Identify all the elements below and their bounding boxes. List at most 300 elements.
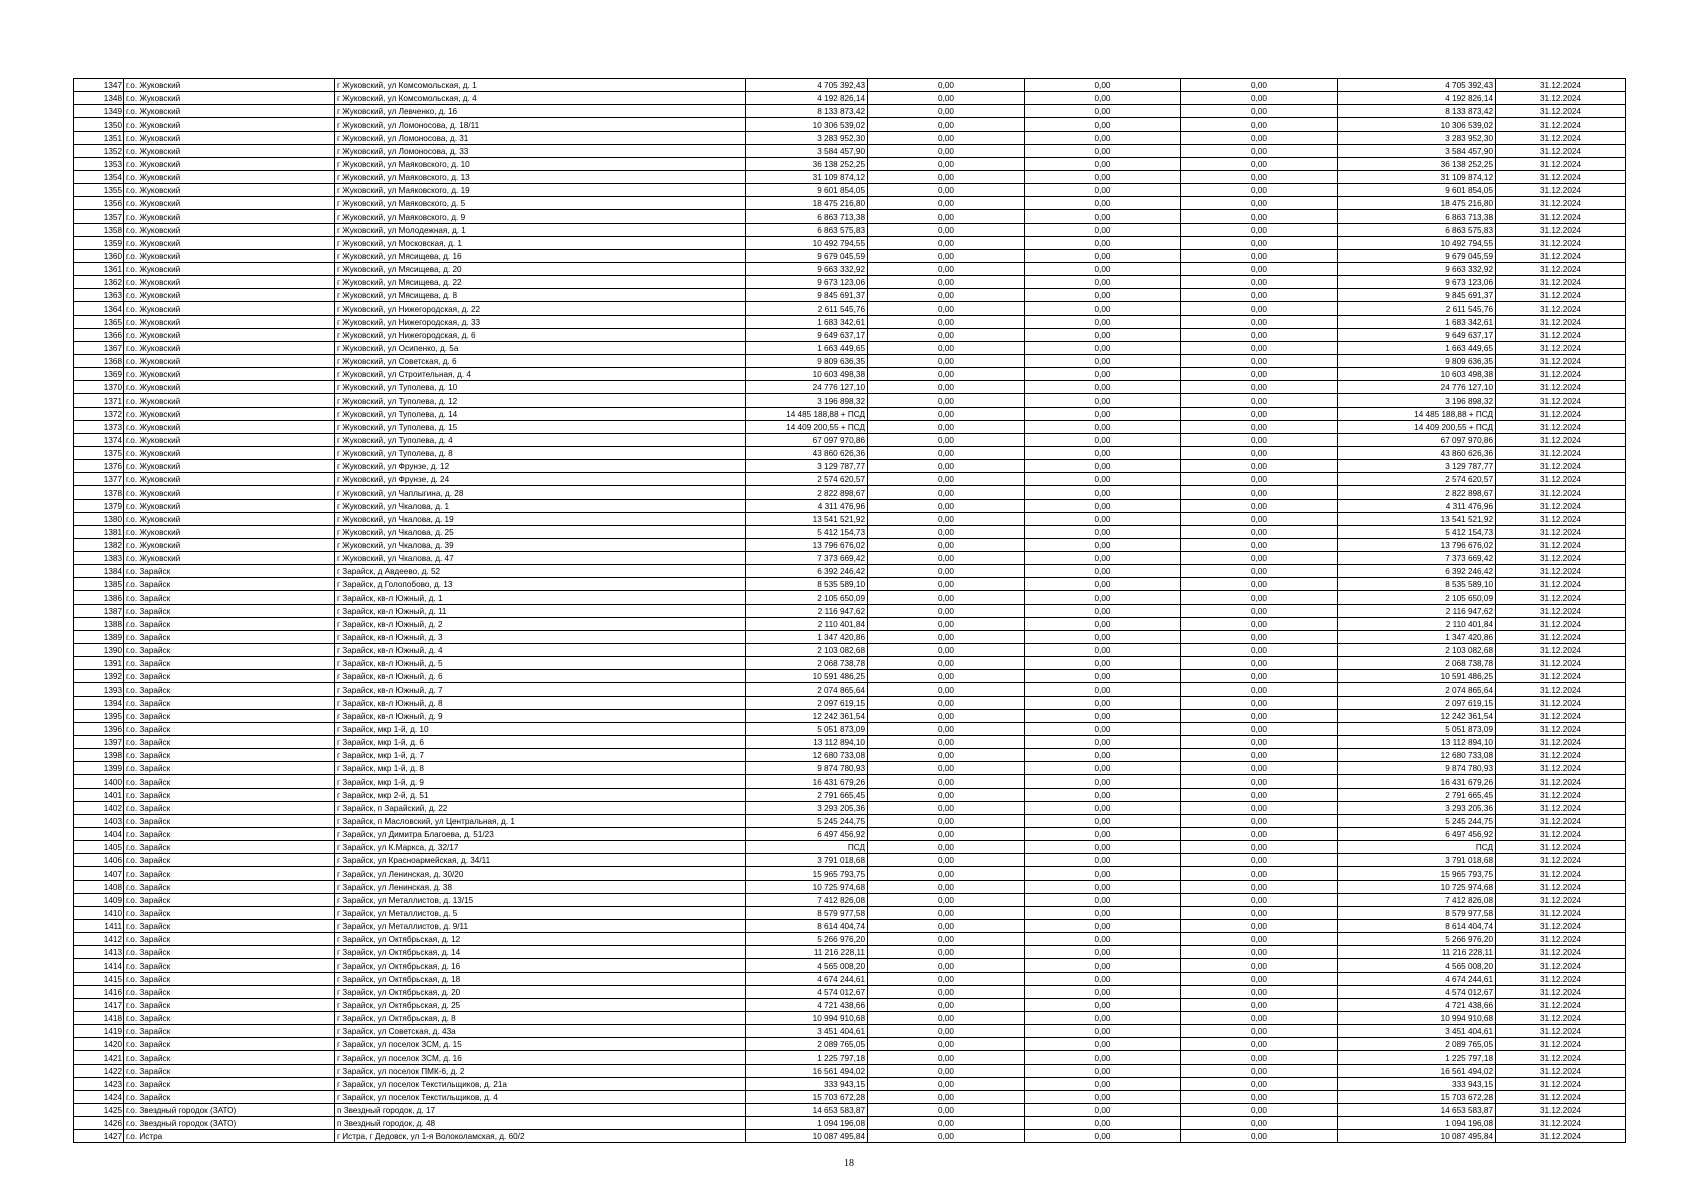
cell-address: г Жуковский, ул Московская, д. 1 (335, 236, 746, 249)
cell-row-number: 1373 (74, 420, 124, 433)
cell-address: г Жуковский, ул Туполева, д. 10 (335, 381, 746, 394)
table-row (74, 433, 1626, 446)
cell-amount-col-3: 0,00 (1025, 394, 1181, 407)
cell-date: 31.12.2024 (1496, 499, 1626, 512)
cell-amount-col-3: 0,00 (1025, 420, 1181, 433)
cell-row-number: 1415 (74, 972, 124, 985)
cell-amount-col-4: 0,00 (1181, 657, 1338, 670)
cell-amount-col-3: 0,00 (1025, 959, 1181, 972)
cell-amount-col-2: 0,00 (868, 460, 1025, 473)
cell-address: п Звездный городок, д. 48 (335, 1117, 746, 1130)
cell-municipality: г.о. Зарайск (124, 814, 335, 827)
cell-date: 31.12.2024 (1496, 801, 1626, 814)
cell-row-number: 1410 (74, 906, 124, 919)
cell-amount-col-4: 0,00 (1181, 131, 1338, 144)
cell-row-number: 1357 (74, 210, 124, 223)
cell-amount-col-4: 0,00 (1181, 867, 1338, 880)
table-row (74, 604, 1626, 617)
cell-amount-total: 6 863 575,83 (746, 223, 868, 236)
cell-address: г Жуковский, ул Ломоносова, д. 18/11 (335, 118, 746, 131)
cell-date: 31.12.2024 (1496, 486, 1626, 499)
table-row (74, 1103, 1626, 1116)
cell-date: 31.12.2024 (1496, 105, 1626, 118)
cell-row-number: 1396 (74, 722, 124, 735)
cell-address: г Зарайск, ул К.Маркса, д. 32/17 (335, 841, 746, 854)
cell-date: 31.12.2024 (1496, 1025, 1626, 1038)
cell-amount-col-3: 0,00 (1025, 722, 1181, 735)
cell-date: 31.12.2024 (1496, 946, 1626, 959)
cell-amount-col-4: 0,00 (1181, 946, 1338, 959)
cell-municipality: г.о. Зарайск (124, 854, 335, 867)
cell-amount-total: 7 373 669,42 (746, 552, 868, 565)
cell-address: г Зарайск, кв-л Южный, д. 4 (335, 644, 746, 657)
cell-row-number: 1422 (74, 1064, 124, 1077)
cell-amount-col-4: 0,00 (1181, 381, 1338, 394)
cell-row-number: 1392 (74, 670, 124, 683)
cell-row-number: 1400 (74, 775, 124, 788)
table-row (74, 368, 1626, 381)
cell-amount-total: 4 311 476,96 (746, 499, 868, 512)
cell-amount-col-3: 0,00 (1025, 131, 1181, 144)
cell-address: г Жуковский, ул Маяковского, д. 5 (335, 197, 746, 210)
cell-amount-total: 2 074 865,64 (746, 683, 868, 696)
cell-address: г Зарайск, кв-л Южный, д. 2 (335, 617, 746, 630)
cell-amount-remaining: 9 673 123,06 (1338, 276, 1496, 289)
table-row (74, 407, 1626, 420)
cell-amount-col-4: 0,00 (1181, 157, 1338, 170)
cell-address: г Жуковский, ул Мясищева, д. 16 (335, 249, 746, 262)
cell-municipality: г.о. Зарайск (124, 722, 335, 735)
cell-municipality: г.о. Жуковский (124, 315, 335, 328)
cell-amount-col-4: 0,00 (1181, 79, 1338, 92)
cell-municipality: г.о. Зарайск (124, 867, 335, 880)
cell-amount-col-2: 0,00 (868, 657, 1025, 670)
cell-amount-col-3: 0,00 (1025, 552, 1181, 565)
cell-amount-col-3: 0,00 (1025, 236, 1181, 249)
table-row (74, 184, 1626, 197)
cell-row-number: 1402 (74, 801, 124, 814)
cell-amount-total: 2 611 545,76 (746, 302, 868, 315)
cell-amount-col-4: 0,00 (1181, 1117, 1338, 1130)
cell-amount-col-3: 0,00 (1025, 170, 1181, 183)
cell-amount-col-2: 0,00 (868, 79, 1025, 92)
cell-amount-col-2: 0,00 (868, 394, 1025, 407)
cell-amount-col-3: 0,00 (1025, 683, 1181, 696)
cell-amount-remaining: 31 109 874,12 (1338, 170, 1496, 183)
cell-amount-col-3: 0,00 (1025, 1038, 1181, 1051)
cell-municipality: г.о. Жуковский (124, 157, 335, 170)
cell-amount-col-4: 0,00 (1181, 92, 1338, 105)
cell-amount-total: 4 574 012,67 (746, 985, 868, 998)
cell-amount-remaining: 8 535 589,10 (1338, 578, 1496, 591)
cell-date: 31.12.2024 (1496, 157, 1626, 170)
cell-amount-col-2: 0,00 (868, 565, 1025, 578)
table-row (74, 249, 1626, 262)
cell-municipality: г.о. Жуковский (124, 552, 335, 565)
cell-amount-col-4: 0,00 (1181, 736, 1338, 749)
table-row (74, 814, 1626, 827)
cell-amount-total: 6 392 246,42 (746, 565, 868, 578)
cell-row-number: 1398 (74, 749, 124, 762)
table-row (74, 525, 1626, 538)
cell-date: 31.12.2024 (1496, 841, 1626, 854)
cell-amount-remaining: 10 603 498,38 (1338, 368, 1496, 381)
table-row (74, 223, 1626, 236)
cell-date: 31.12.2024 (1496, 696, 1626, 709)
cell-amount-col-2: 0,00 (868, 538, 1025, 551)
cell-amount-col-4: 0,00 (1181, 486, 1338, 499)
cell-amount-col-4: 0,00 (1181, 315, 1338, 328)
cell-amount-remaining: 2 611 545,76 (1338, 302, 1496, 315)
cell-municipality: г.о. Жуковский (124, 525, 335, 538)
cell-amount-remaining: 1 094 196,08 (1338, 1117, 1496, 1130)
cell-amount-total: 1 663 449,65 (746, 341, 868, 354)
table-row (74, 92, 1626, 105)
cell-amount-col-4: 0,00 (1181, 1090, 1338, 1103)
cell-amount-col-3: 0,00 (1025, 118, 1181, 131)
cell-amount-col-3: 0,00 (1025, 906, 1181, 919)
cell-amount-col-3: 0,00 (1025, 184, 1181, 197)
cell-row-number: 1420 (74, 1038, 124, 1051)
cell-amount-total: 12 242 361,54 (746, 709, 868, 722)
table-row (74, 315, 1626, 328)
cell-municipality: г.о. Зарайск (124, 749, 335, 762)
cell-date: 31.12.2024 (1496, 328, 1626, 341)
cell-amount-total: 10 994 910,68 (746, 1011, 868, 1024)
cell-municipality: г.о. Жуковский (124, 460, 335, 473)
cell-municipality: г.о. Зарайск (124, 946, 335, 959)
cell-row-number: 1386 (74, 591, 124, 604)
table-row (74, 131, 1626, 144)
cell-amount-col-2: 0,00 (868, 854, 1025, 867)
cell-row-number: 1383 (74, 552, 124, 565)
cell-amount-col-3: 0,00 (1025, 985, 1181, 998)
cell-municipality: г.о. Жуковский (124, 368, 335, 381)
cell-amount-col-2: 0,00 (868, 1051, 1025, 1064)
table-row (74, 473, 1626, 486)
cell-address: г Жуковский, ул Туполева, д. 8 (335, 446, 746, 459)
cell-amount-remaining: 10 725 974,68 (1338, 880, 1496, 893)
cell-amount-remaining: 2 089 765,05 (1338, 1038, 1496, 1051)
cell-amount-col-3: 0,00 (1025, 1090, 1181, 1103)
cell-amount-col-3: 0,00 (1025, 762, 1181, 775)
cell-address: г Жуковский, ул Нижегородская, д. 6 (335, 328, 746, 341)
table-row (74, 933, 1626, 946)
cell-date: 31.12.2024 (1496, 302, 1626, 315)
cell-amount-total: 14 653 583,87 (746, 1103, 868, 1116)
cell-amount-col-3: 0,00 (1025, 998, 1181, 1011)
cell-amount-col-4: 0,00 (1181, 841, 1338, 854)
cell-row-number: 1397 (74, 736, 124, 749)
cell-row-number: 1374 (74, 433, 124, 446)
cell-row-number: 1379 (74, 499, 124, 512)
table-row (74, 105, 1626, 118)
table-row (74, 79, 1626, 92)
cell-address: г Зарайск, д Голопобово, д. 13 (335, 578, 746, 591)
cell-municipality: г.о. Зарайск (124, 1025, 335, 1038)
cell-amount-col-4: 0,00 (1181, 920, 1338, 933)
cell-municipality: г.о. Зарайск (124, 696, 335, 709)
cell-amount-col-4: 0,00 (1181, 788, 1338, 801)
cell-row-number: 1378 (74, 486, 124, 499)
cell-amount-col-2: 0,00 (868, 1038, 1025, 1051)
cell-amount-col-2: 0,00 (868, 1064, 1025, 1077)
cell-municipality: г.о. Зарайск (124, 959, 335, 972)
cell-amount-col-2: 0,00 (868, 131, 1025, 144)
cell-municipality: г.о. Жуковский (124, 249, 335, 262)
table-row (74, 775, 1626, 788)
cell-amount-remaining: 2 097 619,15 (1338, 696, 1496, 709)
cell-row-number: 1347 (74, 79, 124, 92)
cell-amount-col-4: 0,00 (1181, 1038, 1338, 1051)
cell-amount-col-4: 0,00 (1181, 775, 1338, 788)
table-row (74, 460, 1626, 473)
cell-address: г Зарайск, ул Октябрьская, д. 12 (335, 933, 746, 946)
table-row (74, 696, 1626, 709)
cell-municipality: г.о. Жуковский (124, 262, 335, 275)
cell-amount-col-2: 0,00 (868, 341, 1025, 354)
cell-amount-total: 31 109 874,12 (746, 170, 868, 183)
cell-amount-col-3: 0,00 (1025, 1025, 1181, 1038)
cell-date: 31.12.2024 (1496, 985, 1626, 998)
cell-amount-col-3: 0,00 (1025, 670, 1181, 683)
cell-address: г Жуковский, ул Комсомольская, д. 1 (335, 79, 746, 92)
table-row (74, 262, 1626, 275)
cell-amount-col-4: 0,00 (1181, 433, 1338, 446)
cell-date: 31.12.2024 (1496, 433, 1626, 446)
cell-amount-total: 333 943,15 (746, 1077, 868, 1090)
cell-date: 31.12.2024 (1496, 473, 1626, 486)
table-row (74, 1038, 1626, 1051)
cell-amount-col-3: 0,00 (1025, 525, 1181, 538)
cell-amount-total: 2 110 401,84 (746, 617, 868, 630)
cell-amount-col-3: 0,00 (1025, 709, 1181, 722)
cell-date: 31.12.2024 (1496, 591, 1626, 604)
cell-amount-remaining: 9 809 636,35 (1338, 354, 1496, 367)
cell-amount-col-3: 0,00 (1025, 814, 1181, 827)
cell-amount-col-4: 0,00 (1181, 276, 1338, 289)
table-row (74, 302, 1626, 315)
table-row (74, 552, 1626, 565)
cell-row-number: 1351 (74, 131, 124, 144)
cell-address: г Жуковский, ул Советская, д. 6 (335, 354, 746, 367)
cell-amount-col-2: 0,00 (868, 578, 1025, 591)
cell-amount-total: 2 791 665,45 (746, 788, 868, 801)
cell-amount-col-4: 0,00 (1181, 512, 1338, 525)
cell-amount-col-3: 0,00 (1025, 249, 1181, 262)
cell-amount-remaining: 67 097 970,86 (1338, 433, 1496, 446)
cell-address: г Зарайск, мкр 1-й, д. 6 (335, 736, 746, 749)
cell-amount-col-4: 0,00 (1181, 170, 1338, 183)
table-row (74, 1077, 1626, 1090)
cell-amount-total: 24 776 127,10 (746, 381, 868, 394)
cell-amount-col-2: 0,00 (868, 998, 1025, 1011)
cell-amount-col-2: 0,00 (868, 788, 1025, 801)
cell-date: 31.12.2024 (1496, 657, 1626, 670)
cell-amount-col-2: 0,00 (868, 236, 1025, 249)
cell-row-number: 1388 (74, 617, 124, 630)
table-row (74, 828, 1626, 841)
cell-municipality: г.о. Зарайск (124, 920, 335, 933)
cell-amount-col-4: 0,00 (1181, 1130, 1338, 1143)
cell-municipality: г.о. Зарайск (124, 906, 335, 919)
cell-amount-col-4: 0,00 (1181, 1025, 1338, 1038)
cell-amount-col-4: 0,00 (1181, 828, 1338, 841)
cell-date: 31.12.2024 (1496, 578, 1626, 591)
cell-amount-total: 14 485 188,88 + ПСД (746, 407, 868, 420)
table-row (74, 446, 1626, 459)
cell-amount-total: 8 579 977,58 (746, 906, 868, 919)
cell-address: г Зарайск, п Масловский, ул Центральная, д. 1 (335, 814, 746, 827)
table-row (74, 118, 1626, 131)
cell-amount-col-2: 0,00 (868, 184, 1025, 197)
cell-municipality: г.о. Звездный городок (ЗАТО) (124, 1117, 335, 1130)
cell-address: г Зарайск, ул Октябрьская, д. 18 (335, 972, 746, 985)
cell-municipality: г.о. Зарайск (124, 1064, 335, 1077)
cell-address: г Жуковский, ул Мясищева, д. 8 (335, 289, 746, 302)
cell-date: 31.12.2024 (1496, 1077, 1626, 1090)
cell-amount-remaining: 1 663 449,65 (1338, 341, 1496, 354)
cell-municipality: г.о. Зарайск (124, 762, 335, 775)
cell-address: г Жуковский, ул Маяковского, д. 10 (335, 157, 746, 170)
cell-date: 31.12.2024 (1496, 262, 1626, 275)
cell-row-number: 1363 (74, 289, 124, 302)
cell-amount-col-4: 0,00 (1181, 223, 1338, 236)
cell-amount-total: 13 112 894,10 (746, 736, 868, 749)
table-row (74, 959, 1626, 972)
table-row (74, 341, 1626, 354)
cell-date: 31.12.2024 (1496, 79, 1626, 92)
cell-amount-col-3: 0,00 (1025, 433, 1181, 446)
cell-amount-remaining: 6 392 246,42 (1338, 565, 1496, 578)
cell-row-number: 1404 (74, 828, 124, 841)
table-row (74, 1011, 1626, 1024)
cell-amount-col-2: 0,00 (868, 644, 1025, 657)
cell-amount-col-2: 0,00 (868, 276, 1025, 289)
cell-municipality: г.о. Жуковский (124, 223, 335, 236)
cell-row-number: 1350 (74, 118, 124, 131)
cell-amount-col-4: 0,00 (1181, 814, 1338, 827)
cell-amount-col-3: 0,00 (1025, 79, 1181, 92)
cell-amount-remaining: 3 293 205,36 (1338, 801, 1496, 814)
cell-amount-col-4: 0,00 (1181, 959, 1338, 972)
table-row (74, 578, 1626, 591)
cell-address: г Зарайск, д Авдеево, д. 52 (335, 565, 746, 578)
cell-amount-col-4: 0,00 (1181, 617, 1338, 630)
cell-amount-col-2: 0,00 (868, 368, 1025, 381)
cell-municipality: г.о. Зарайск (124, 972, 335, 985)
cell-date: 31.12.2024 (1496, 670, 1626, 683)
cell-amount-col-3: 0,00 (1025, 841, 1181, 854)
table-row (74, 538, 1626, 551)
cell-municipality: г.о. Зарайск (124, 657, 335, 670)
cell-address: г Жуковский, ул Чкалова, д. 1 (335, 499, 746, 512)
cell-municipality: г.о. Жуковский (124, 184, 335, 197)
cell-amount-remaining: 13 796 676,02 (1338, 538, 1496, 551)
cell-amount-col-2: 0,00 (868, 144, 1025, 157)
cell-amount-total: 9 673 123,06 (746, 276, 868, 289)
cell-municipality: г.о. Звездный городок (ЗАТО) (124, 1103, 335, 1116)
cell-amount-col-2: 0,00 (868, 841, 1025, 854)
cell-date: 31.12.2024 (1496, 788, 1626, 801)
cell-amount-col-3: 0,00 (1025, 972, 1181, 985)
cell-date: 31.12.2024 (1496, 92, 1626, 105)
cell-municipality: г.о. Зарайск (124, 709, 335, 722)
cell-amount-remaining: 5 245 244,75 (1338, 814, 1496, 827)
cell-row-number: 1355 (74, 184, 124, 197)
cell-amount-col-3: 0,00 (1025, 92, 1181, 105)
cell-date: 31.12.2024 (1496, 315, 1626, 328)
cell-amount-remaining: 14 409 200,55 + ПСД (1338, 420, 1496, 433)
table-row (74, 893, 1626, 906)
cell-amount-col-3: 0,00 (1025, 591, 1181, 604)
cell-date: 31.12.2024 (1496, 762, 1626, 775)
cell-address: г Жуковский, ул Чкалова, д. 19 (335, 512, 746, 525)
cell-amount-col-2: 0,00 (868, 617, 1025, 630)
cell-amount-col-4: 0,00 (1181, 249, 1338, 262)
cell-amount-col-2: 0,00 (868, 315, 1025, 328)
table-row (74, 722, 1626, 735)
cell-amount-remaining: 12 242 361,54 (1338, 709, 1496, 722)
cell-amount-col-2: 0,00 (868, 525, 1025, 538)
cell-amount-col-2: 0,00 (868, 328, 1025, 341)
cell-amount-remaining: 13 112 894,10 (1338, 736, 1496, 749)
cell-amount-total: 36 138 252,25 (746, 157, 868, 170)
cell-amount-col-4: 0,00 (1181, 118, 1338, 131)
cell-amount-col-4: 0,00 (1181, 473, 1338, 486)
cell-row-number: 1354 (74, 170, 124, 183)
cell-amount-remaining: 15 703 672,28 (1338, 1090, 1496, 1103)
cell-amount-total: 7 412 826,08 (746, 893, 868, 906)
cell-amount-col-4: 0,00 (1181, 105, 1338, 118)
table-row (74, 236, 1626, 249)
cell-amount-remaining: 14 485 188,88 + ПСД (1338, 407, 1496, 420)
cell-municipality: г.о. Зарайск (124, 630, 335, 643)
cell-amount-remaining: 8 133 873,42 (1338, 105, 1496, 118)
cell-amount-remaining: 10 591 486,25 (1338, 670, 1496, 683)
cell-row-number: 1360 (74, 249, 124, 262)
cell-municipality: г.о. Жуковский (124, 394, 335, 407)
cell-amount-col-3: 0,00 (1025, 854, 1181, 867)
cell-date: 31.12.2024 (1496, 683, 1626, 696)
cell-municipality: г.о. Зарайск (124, 1077, 335, 1090)
cell-row-number: 1401 (74, 788, 124, 801)
cell-amount-col-3: 0,00 (1025, 893, 1181, 906)
cell-amount-col-2: 0,00 (868, 933, 1025, 946)
cell-amount-col-4: 0,00 (1181, 854, 1338, 867)
cell-municipality: г.о. Жуковский (124, 131, 335, 144)
cell-amount-col-2: 0,00 (868, 722, 1025, 735)
cell-amount-col-3: 0,00 (1025, 565, 1181, 578)
table-row (74, 1090, 1626, 1103)
cell-amount-col-4: 0,00 (1181, 630, 1338, 643)
cell-address: г Зарайск, кв-л Южный, д. 1 (335, 591, 746, 604)
cell-amount-total: 10 087 495,84 (746, 1130, 868, 1143)
cell-address: г Зарайск, кв-л Южный, д. 8 (335, 696, 746, 709)
cell-row-number: 1423 (74, 1077, 124, 1090)
cell-amount-col-3: 0,00 (1025, 460, 1181, 473)
cell-amount-total: 9 874 780,93 (746, 762, 868, 775)
cell-municipality: г.о. Зарайск (124, 736, 335, 749)
table-row (74, 276, 1626, 289)
cell-row-number: 1390 (74, 644, 124, 657)
cell-date: 31.12.2024 (1496, 525, 1626, 538)
cell-amount-remaining: 4 721 438,66 (1338, 998, 1496, 1011)
cell-amount-col-4: 0,00 (1181, 972, 1338, 985)
cell-amount-remaining: 13 541 521,92 (1338, 512, 1496, 525)
cell-amount-col-3: 0,00 (1025, 920, 1181, 933)
table-row (74, 709, 1626, 722)
